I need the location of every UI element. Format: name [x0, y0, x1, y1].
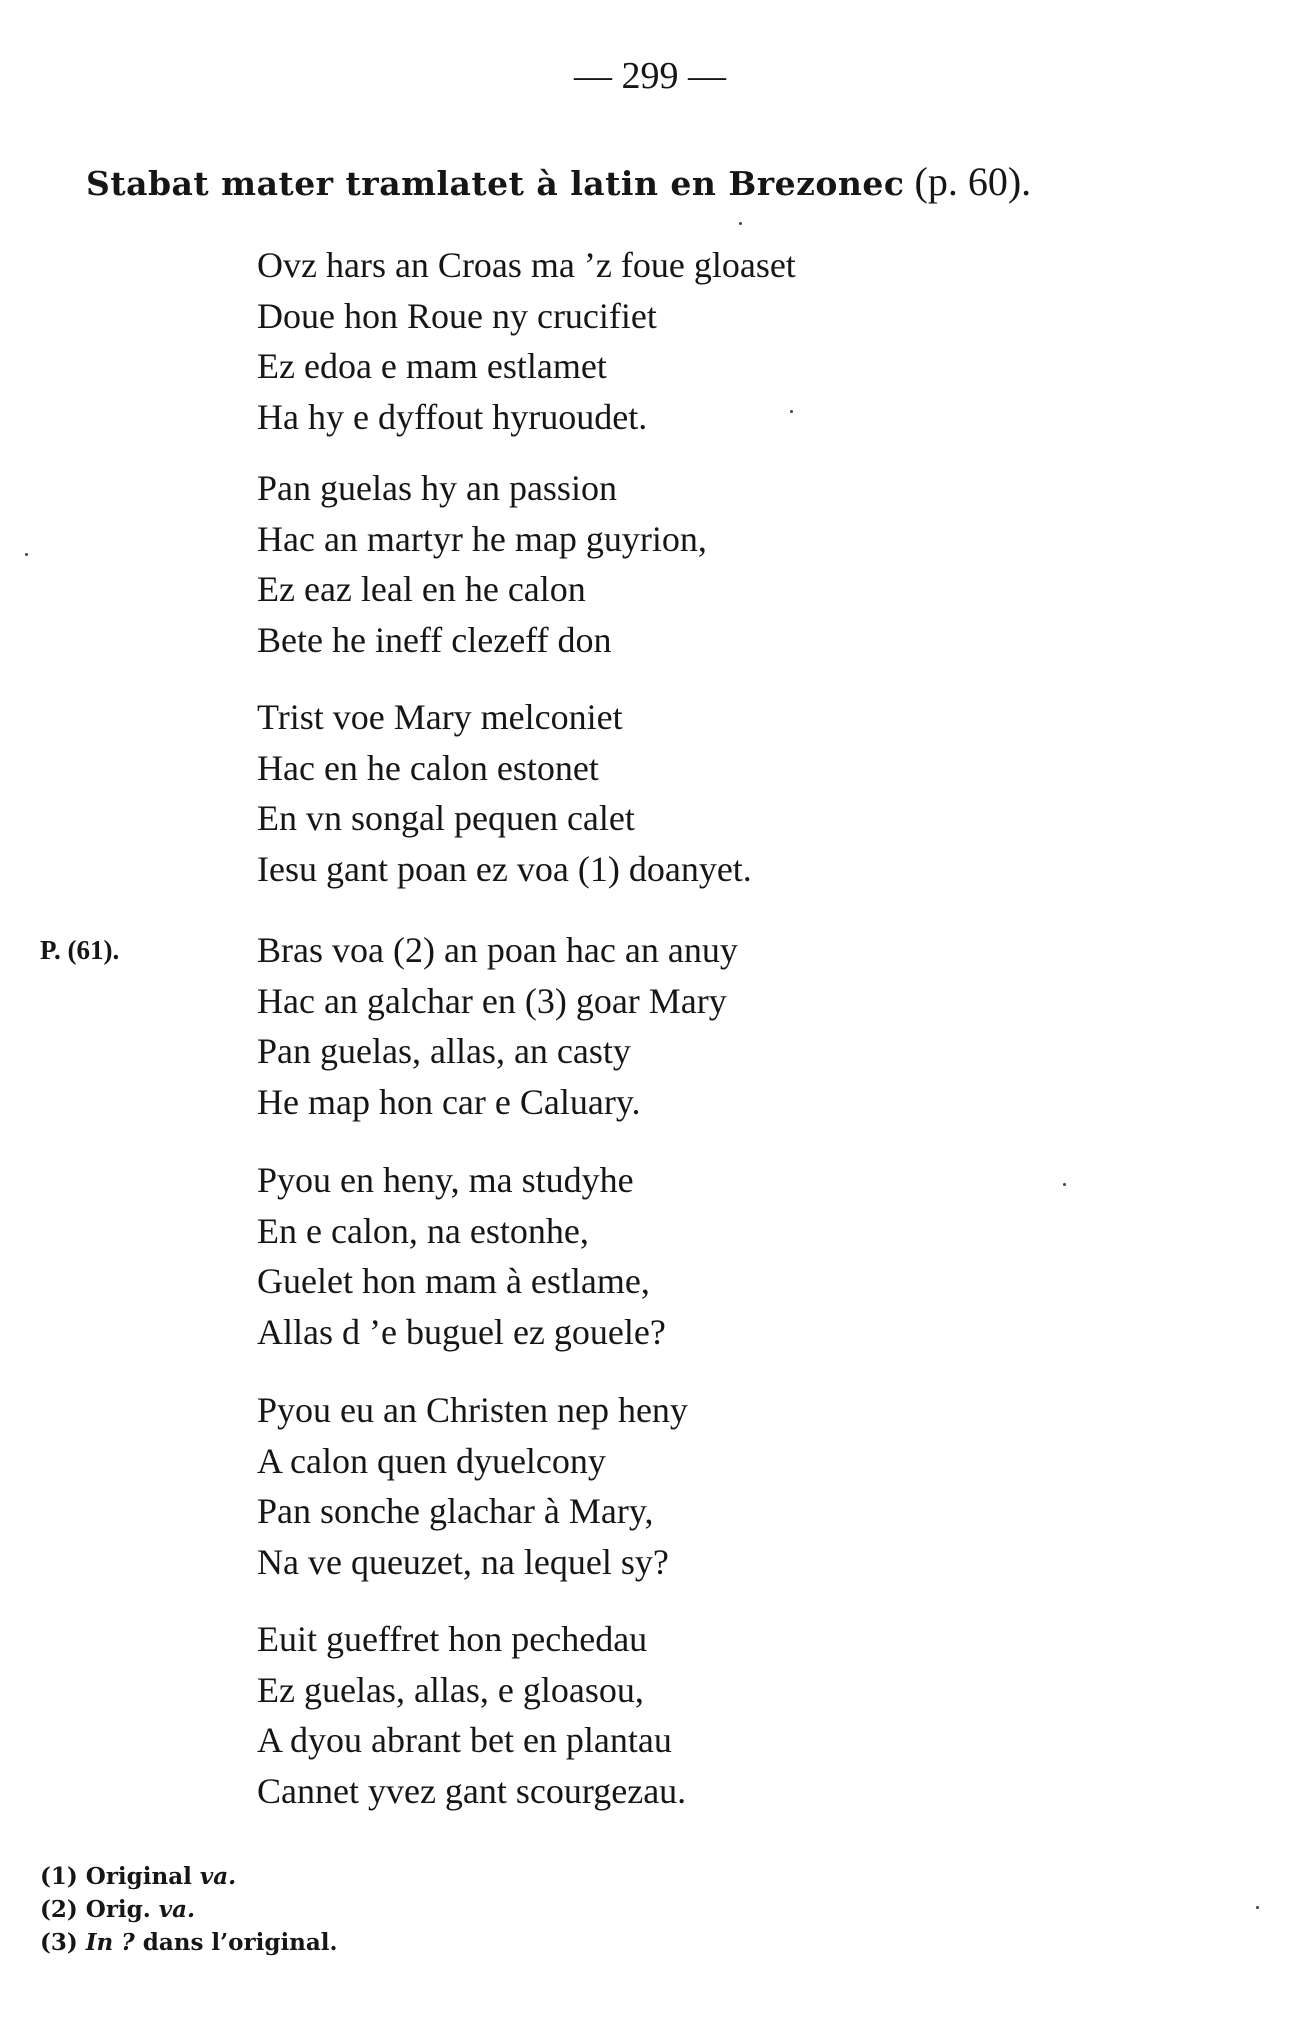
- stanza-3: [257, 692, 752, 894]
- verse-line: Hac an martyr he map guyrion,: [257, 518, 707, 559]
- verse-line: Hac en he calon estonet: [257, 747, 599, 788]
- margin-page-reference: P. (61).: [40, 935, 120, 965]
- footnote-3: [40, 1926, 338, 1959]
- stanza-6: [257, 1385, 688, 1587]
- verse-line: Allas d ’e buguel ez gouele?: [257, 1311, 666, 1352]
- verse-line: Pan guelas, allas, an casty: [257, 1031, 631, 1071]
- verse-line: Guelet hon mam à estlame,: [257, 1261, 650, 1301]
- verse-line: Ha hy e dyffout hyruoudet.: [257, 396, 648, 437]
- verse-line: Na ve queuzet, na lequel sy?: [257, 1541, 669, 1582]
- stanza-5: [257, 1155, 666, 1357]
- verse-line: Ez edoa e mam estlamet: [257, 346, 607, 386]
- verse-line: Bete he ineff clezeff don: [257, 619, 612, 660]
- verse-line: Euit gueffret hon pechedau: [257, 1619, 648, 1659]
- footnote-number: (1): [40, 1863, 78, 1890]
- verse-line: A calon quen dyuelcony: [257, 1440, 606, 1481]
- scan-speck: [25, 553, 28, 556]
- title-page-ref: (p. 60).: [904, 159, 1032, 204]
- footnote-number: (2): [40, 1896, 78, 1923]
- verse-line: En e calon, na estonhe,: [257, 1210, 589, 1251]
- footnote-emphasis: In ?: [85, 1929, 135, 1956]
- stanza-7: [257, 1614, 686, 1816]
- footnote-text: Original: [85, 1863, 200, 1890]
- verse-line: Iesu gant poan ez voa (1) doanyet.: [257, 848, 752, 889]
- scan-speck: [790, 410, 793, 413]
- verse-line: Doue hon Roue ny crucifiet: [257, 295, 657, 336]
- footnote-2: [40, 1893, 338, 1926]
- verse-line: En vn songal pequen calet: [257, 798, 635, 838]
- footnote-text: dans l’original.: [134, 1929, 338, 1956]
- footnote-emphasis: va.: [158, 1896, 196, 1923]
- verse-line: Pan guelas hy an passion: [257, 468, 617, 508]
- stanza-2: [257, 463, 707, 665]
- verse-line: Hac an galchar en (3) goar Mary: [257, 980, 727, 1021]
- verse-line: Bras voa (2) an poan hac an anuy: [257, 930, 738, 970]
- stanza-4: [257, 925, 738, 1127]
- verse-line: Ez eaz leal en he calon: [257, 569, 586, 609]
- page-number: — 299 —: [574, 55, 726, 97]
- verse-line: He map hon car e Caluary.: [257, 1081, 641, 1122]
- verse-line: Ez guelas, allas, e gloasou,: [257, 1669, 644, 1710]
- footnote-number: (3): [40, 1929, 78, 1956]
- scan-speck: [1256, 1906, 1259, 1909]
- verse-line: Pyou eu an Christen nep heny: [257, 1390, 688, 1430]
- stanza-1: [257, 240, 796, 442]
- footnote-text: Orig.: [85, 1896, 159, 1923]
- scan-speck: [1063, 1183, 1066, 1186]
- page-title: [86, 155, 1031, 211]
- footnotes: [40, 1860, 338, 1959]
- footnote-emphasis: va.: [199, 1863, 237, 1890]
- verse-line: A dyou abrant bet en plantau: [257, 1720, 672, 1760]
- verse-line: Pyou en heny, ma studyhe: [257, 1160, 634, 1200]
- verse-line: Pan sonche glachar à Mary,: [257, 1491, 654, 1531]
- scan-speck: [739, 222, 742, 225]
- verse-line: Trist voe Mary melconiet: [257, 697, 623, 737]
- footnote-1: [40, 1860, 338, 1893]
- verse-line: Ovz hars an Croas ma ’z foue gloaset: [257, 245, 796, 285]
- verse-line: Cannet yvez gant scourgezau.: [257, 1770, 687, 1811]
- title-main: Stabat mater tramlatet à latin en Brezonec: [86, 164, 905, 203]
